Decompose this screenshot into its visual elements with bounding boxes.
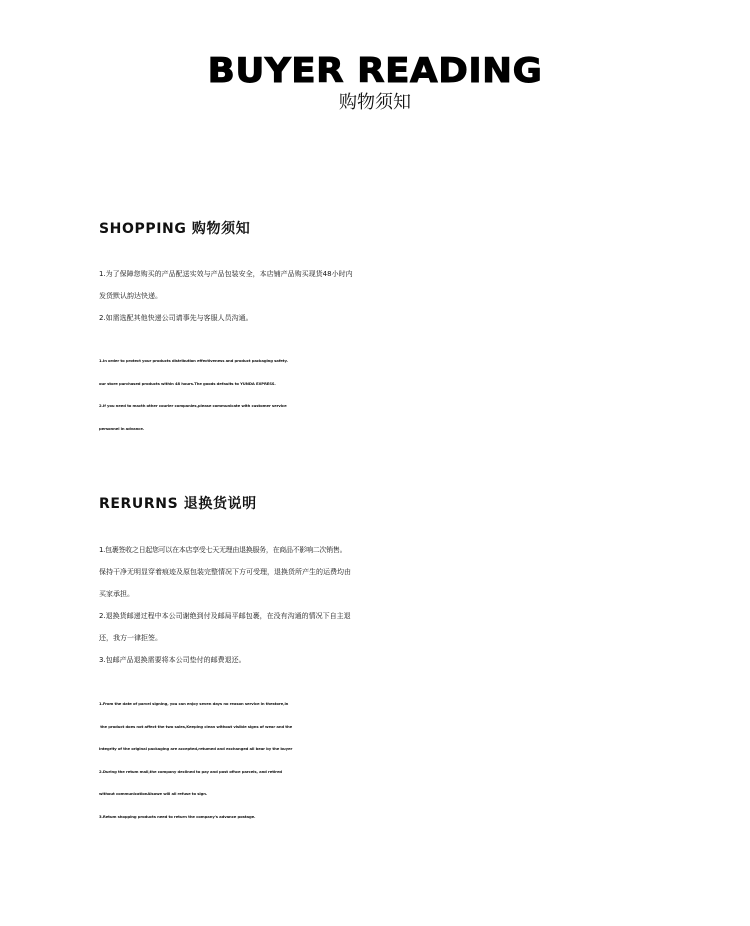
text-line: the product does not affect the two sales,Keeping clean without visible signs of wear and the [99, 723, 293, 729]
text-line: 2.如需选配其他快递公司请事先与客服人员沟通。 [99, 314, 253, 322]
text-line: 3.Retum shopping products need to return the company's advance postage. [99, 813, 256, 819]
text-line: 2.If you need to macth other courier companies,please communicate with customer service [99, 403, 287, 408]
returns-english-text [99, 693, 669, 828]
text-line: 1.包裹签收之日起您可以在本店享受七天无理由退换服务，在商品不影响二次销售。 [99, 546, 347, 554]
returns-chinese-text [99, 539, 669, 671]
text-line: 1.From the date of parcel signing, you can enjoy seven days no reason service in thestore,in [99, 701, 289, 706]
shopping-chinese-text [99, 263, 669, 329]
page-subtitle: 购物须知 [339, 92, 411, 113]
text-line: 发货默认韵达快递。 [99, 292, 162, 300]
text-line: integrity of the original packaging are accepted,retumed and exchanged all bear by the buyer [99, 746, 293, 751]
returns-heading: RERURNS 退换货说明 [99, 496, 257, 512]
text-line: 买家承担。 [99, 590, 134, 598]
text-line: 1.In order to protect your products distribution effectiveness and product packaging safety. [99, 358, 288, 363]
shopping-english-text [99, 350, 669, 440]
shopping-heading: SHOPPING 购物须知 [99, 221, 251, 237]
text-line: 3.包邮产品退换需要将本公司垫付的邮费退还。 [99, 656, 246, 664]
text-line: 保持干净无明显穿着痕迹及原包装完整情况下方可受理，退换货所产生的运费均由 [99, 568, 351, 576]
text-line: 2.退换货邮递过程中本公司谢绝到付及邮局平邮包裹，在没有沟通的情况下自主退 [99, 612, 351, 620]
text-line: without communicationAlsowe will all refuse to sign. [99, 791, 208, 796]
text-line: 2.During the retum mail,the company declined to pay and post ofhce parcels, and retired [99, 768, 283, 774]
text-line: 还，我方一律拒签。 [99, 634, 162, 642]
text-line: personnel in advance. [99, 425, 145, 431]
page-title: BUYER READING [207, 51, 543, 91]
text-line: 1.为了保障您购买的产品配送实效与产品包装安全，本店铺产品购买现货48小时内 [99, 270, 353, 278]
text-line: our store purchased products within 48 hours.The goods defaults to YUNDA EXPRESS. [99, 380, 276, 386]
